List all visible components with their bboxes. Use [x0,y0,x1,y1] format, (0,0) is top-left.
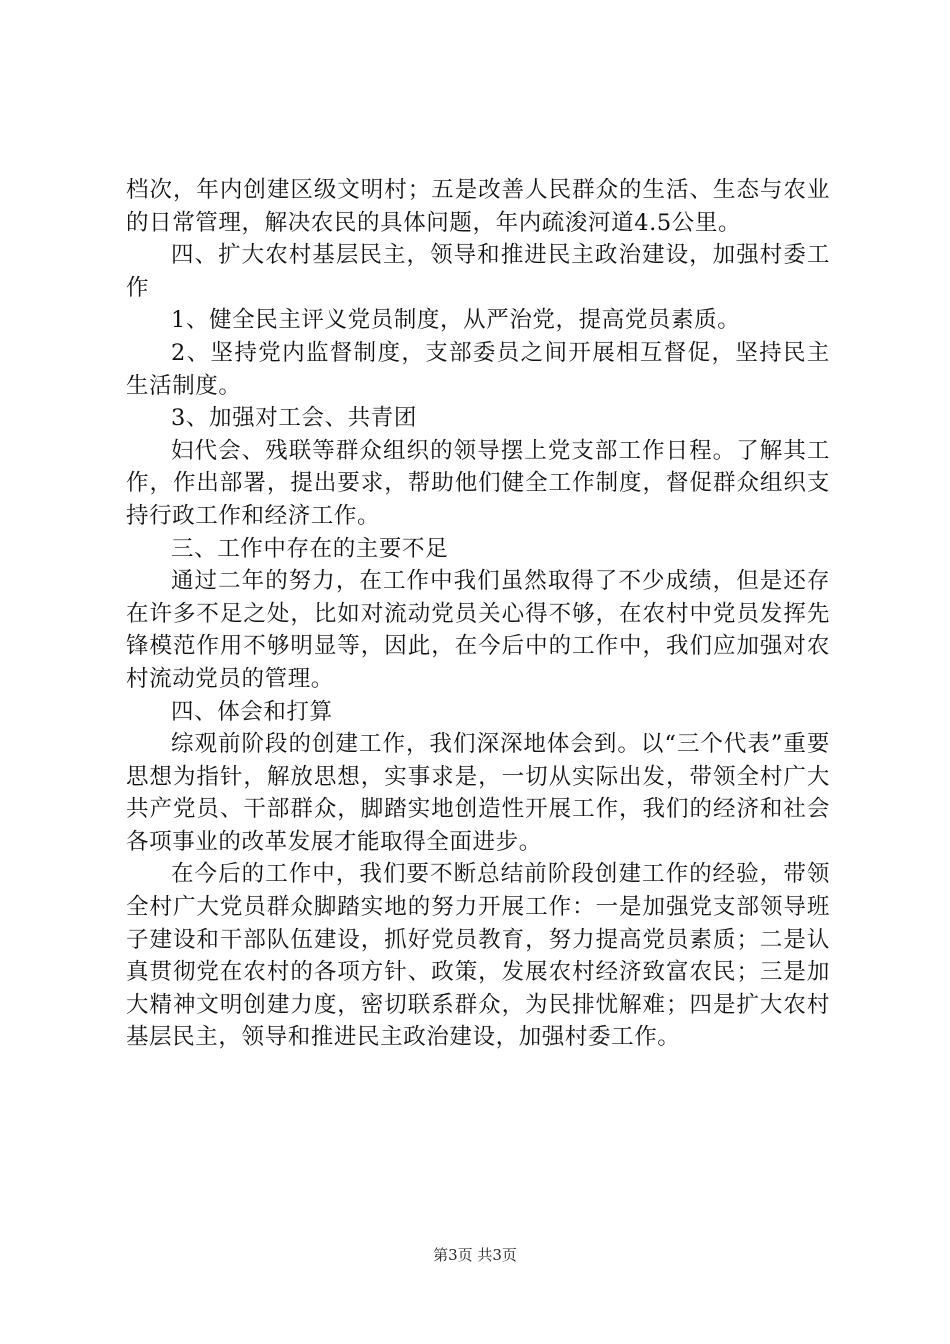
paragraph-11: 在今后的工作中，我们要不断总结前阶段创建工作的经验，带领全村广大党员群众脚踏实地的努力开展工作：一是加强党支部领导班子建设和干部队伍建设，抓好党员教育，努力提高党员素质；二是认真贯彻党在农村的各项方针、政策，发展农村经济致富农民；三是加大精神文明创建力度，密切联系群众，为民排忧解难；四是扩大农村基层民主，领导和推进民主政治建设，加强村委工作。 [126,861,830,1051]
paragraph-6: 妇代会、残联等群众组织的领导摆上党支部工作日程。了解其工作，作出部署，提出要求，帮助他们健全工作制度，督促群众组织支持行政工作和经济工作。 [126,437,830,529]
paragraph-10: 综观前阶段的创建工作，我们深深地体会到。以“三个代表”重要思想为指针，解放思想，实事求是，一切从实际出发，带领全村广大共产党员、干部群众，脚踏实地创造性开展工作，我们的经济和社会各项事业的改革发展才能取得全面进步。 [126,731,830,855]
paragraph-7: 三、工作中存在的主要不足 [171,535,449,562]
paragraph-2: 四、扩大农村基层民主，领导和推进民主政治建设，加强村委工作 [126,242,830,301]
paragraph-9: 四、体会和打算 [171,698,333,725]
page-footer [0,1244,950,1265]
paragraph-3: 1、健全民主评义党员制度，从严治党，提高党员素质。 [171,307,741,334]
paragraph-4: 2、坚持党内监督制度，支部委员之间开展相互督促，坚持民主生活制度。 [126,339,830,399]
page-number-label: 第3页 共3页 [433,1246,517,1264]
paragraph-1: 档次，年内创建区级文明村；五是改善人民群众的生活、生态与农业的日常管理，解决农民的具体问题，年内疏浚河道4.5公里。 [126,177,830,236]
paragraph-5: 3、加强对工会、共青团 [171,405,417,432]
document-body [126,174,830,1054]
paragraph-8: 通过二年的努力，在工作中我们虽然取得了不少成绩，但是还存在许多不足之处，比如对流动党员关心得不够，在农村中党员发挥先锋模范作用不够明显等，因此，在今后中的工作中，我们应加强对农村流动党员的管理。 [126,568,830,692]
